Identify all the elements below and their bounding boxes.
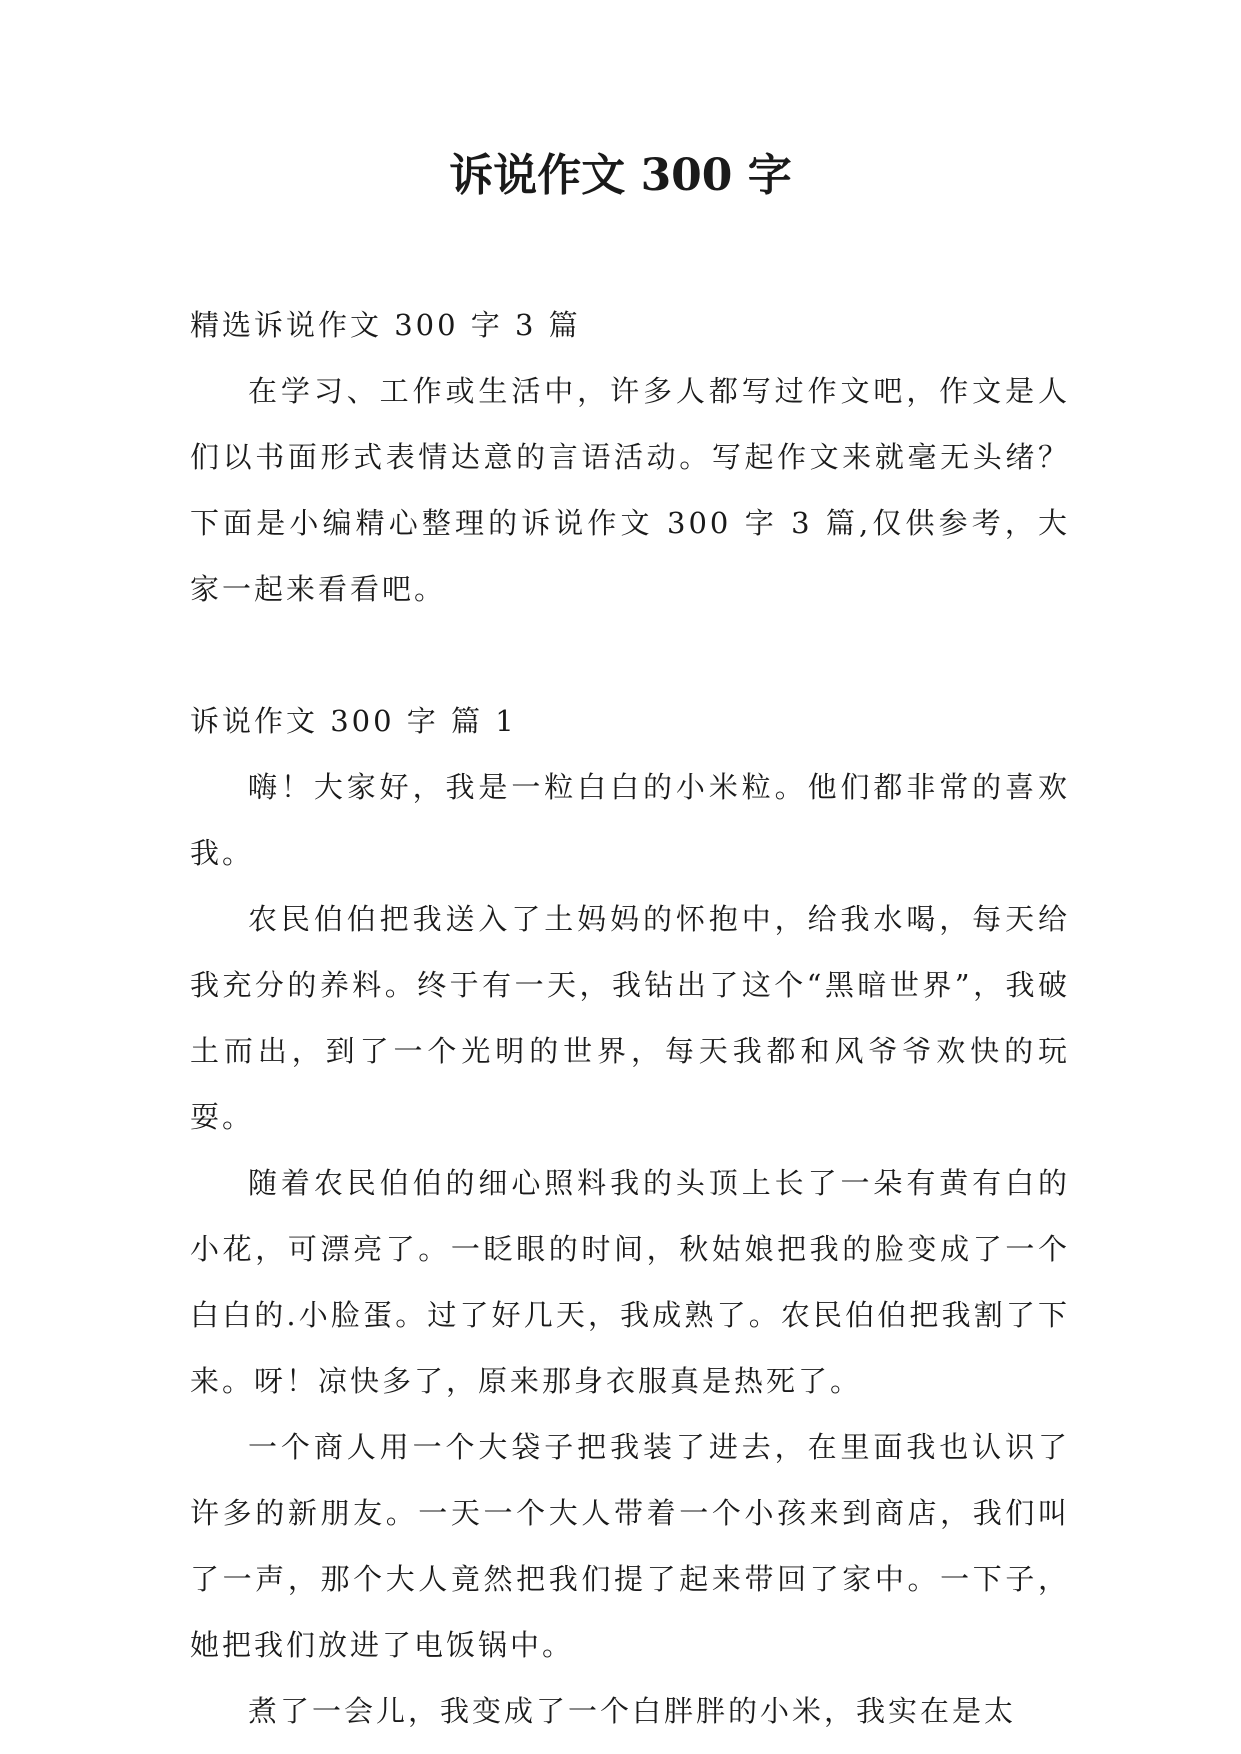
section-1-heading: 诉说作文 300 字 篇 1: [190, 704, 517, 738]
subtitle: 精选诉说作文 300 字 3 篇: [190, 308, 581, 342]
section-1-paragraph-3: 随着农民伯伯的细心照料我的头顶上长了一朵有黄有白的小花，可漂亮了。一眨眼的时间，秋姑娘把我的脸变成了一个白白的.小脸蛋。过了好几天，我成熟了。农民伯伯把我割了下来。呀！凉快多了，原来那身衣服真是热死了。: [190, 1166, 1070, 1398]
section-1-paragraph-1: 嗨！大家好，我是一粒白白的小米粒。他们都非常的喜欢我。: [190, 770, 1070, 870]
section-1-paragraph-2: 农民伯伯把我送入了土妈妈的怀抱中，给我水喝，每天给我充分的养料。终于有一天，我钻出了这个“黑暗世界”，我破土而出，到了一个光明的世界，每天我都和风爷爷欢快的玩耍。: [190, 902, 1070, 1134]
document-title: 诉说作文 300 字: [449, 150, 792, 201]
section-1-paragraph-5: 煮了一会儿，我变成了一个白胖胖的小米，我实在是太: [248, 1694, 1017, 1728]
section-spacer: [190, 622, 1070, 688]
intro-paragraph: 在学习、工作或生活中，许多人都写过作文吧，作文是人们以书面形式表情达意的言语活动。写起作文来就毫无头绪？下面是小编精心整理的诉说作文 300 字 3 篇,仅供参考，大家一起来看看吧。: [190, 374, 1070, 606]
document-body: [190, 292, 1070, 1744]
section-1-paragraph-4: 一个商人用一个大袋子把我装了进去，在里面我也认识了许多的新朋友。一天一个大人带着一个小孩来到商店，我们叫了一声，那个大人竟然把我们提了起来带回了家中。一下子，她把我们放进了电饭锅中。: [190, 1430, 1070, 1662]
